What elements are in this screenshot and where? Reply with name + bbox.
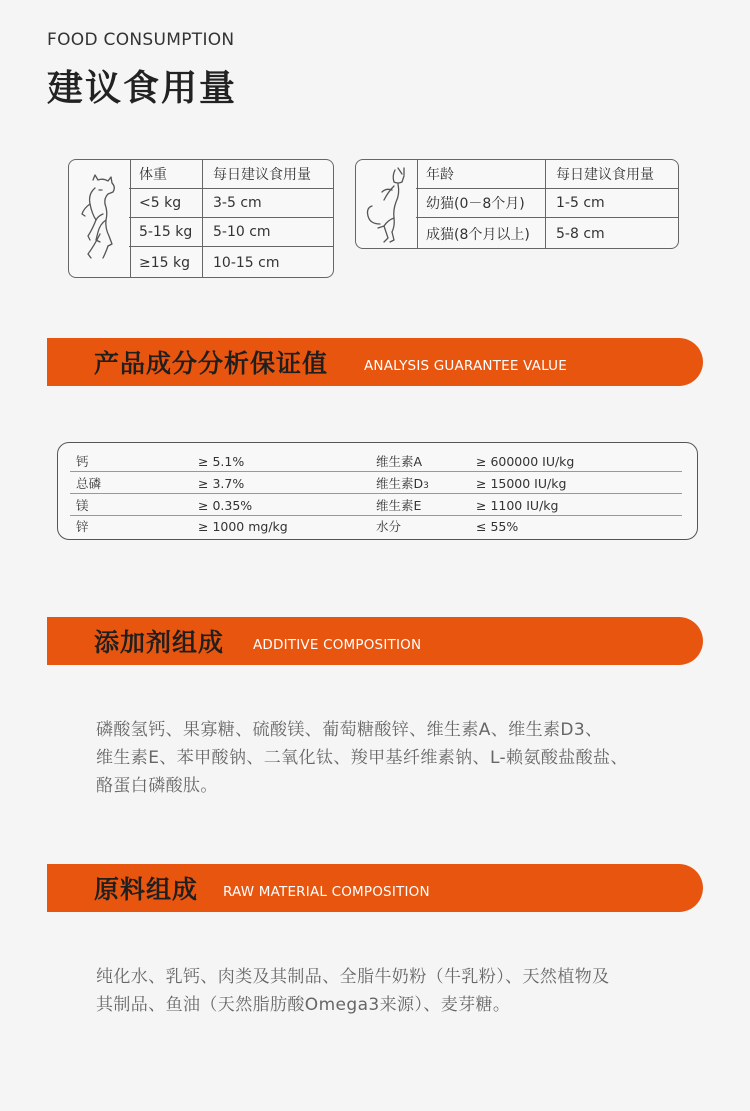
analysis-banner [47,338,703,386]
dog-amount-cell: 10-15 cm [213,255,280,271]
additive-title: 添加剂组成 [94,628,225,657]
analysis-key: 总磷 [76,476,102,491]
analysis-key-vitd [376,472,429,494]
dog-weight-cell: ≥15 kg [129,247,203,278]
analysis-key: 锌 [76,519,89,534]
raw-text [96,963,696,1019]
analysis-value: ≥ 1000 mg/kg [198,518,288,534]
dog-feeding-table [68,159,334,278]
subscript: 3 [423,480,429,491]
raw-title: 原料组成 [94,875,199,904]
analysis-value: ≤ 55% [476,518,519,534]
dog-amount-cell: 5-10 cm [213,224,271,240]
raw-line: 其制品、鱼油（天然脂肪酸Omega3来源）、麦芽糖。 [96,995,511,1015]
analysis-key: 维生素E [376,498,422,513]
page-title: 建议食用量 [47,68,238,109]
cat-header-amount: 每日建议食用量 [556,167,654,183]
raw-title-en: RAW MATERIAL COMPOSITION [223,884,430,900]
analysis-key: 水分 [376,519,402,534]
analysis-value: ≥ 5.1% [198,453,245,469]
additive-line: 维生素E、苯甲酸钠、二氧化钛、羧甲基纤维素钠、L-赖氨酸盐酸盐、 [96,748,628,768]
additive-text [96,716,696,800]
cat-illustration [356,160,418,248]
cat-icon [364,166,410,246]
analysis-value: ≥ 1100 IU/kg [476,497,559,513]
analysis-title-en: ANALYSIS GUARANTEE VALUE [364,358,567,374]
raw-banner [47,864,703,912]
analysis-key: 镁 [76,498,89,513]
cat-age-cell: 幼猫(0－8个月) [416,189,546,217]
analysis-table [57,442,698,540]
additive-line: 酪蛋白磷酸肽。 [96,776,218,796]
cat-header-age: 年龄 [416,160,546,188]
dog-amount-cell: 3-5 cm [213,195,262,211]
analysis-value: ≥ 15000 IU/kg [476,475,567,491]
section-title-en: FOOD CONSUMPTION [47,30,235,50]
analysis-key: 钙 [76,454,89,469]
analysis-key: 维生素A [376,454,423,469]
cat-amount-cell: 5-8 cm [556,226,605,242]
cat-age-cell: 成猫(8个月以上) [416,218,546,249]
analysis-row [70,515,682,537]
additive-title-en: ADDITIVE COMPOSITION [253,637,422,653]
additive-banner [47,617,703,665]
cat-feeding-table [355,159,679,249]
dog-weight-cell: <5 kg [129,189,203,217]
dog-header-weight: 体重 [129,160,203,188]
additive-line: 磷酸氢钙、果寡糖、硫酸镁、葡萄糖酸锌、维生素A、维生素D3、 [96,720,603,740]
dog-illustration [69,160,131,277]
raw-line: 纯化水、乳钙、肉类及其制品、全脂牛奶粉（牛乳粉）、天然植物及 [96,967,610,987]
analysis-row [70,450,682,472]
analysis-value: ≥ 0.35% [198,497,253,513]
dog-icon [78,174,122,264]
cat-amount-cell: 1-5 cm [556,195,605,211]
analysis-value: ≥ 600000 IU/kg [476,453,575,469]
analysis-key: 维生素D [376,476,424,491]
analysis-row [70,494,682,516]
analysis-title: 产品成分分析保证值 [94,349,329,378]
dog-weight-cell: 5-15 kg [129,218,203,246]
analysis-value: ≥ 3.7% [198,475,245,491]
analysis-row [70,472,682,494]
dog-header-amount: 每日建议食用量 [213,167,311,183]
